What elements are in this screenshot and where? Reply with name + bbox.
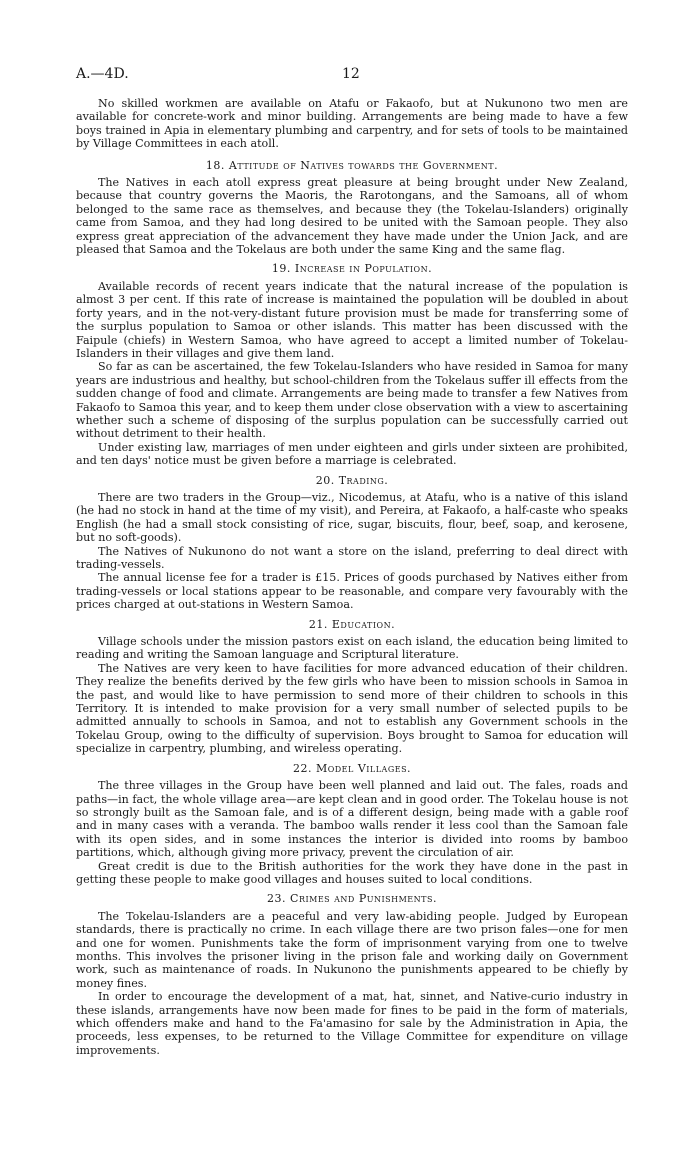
- paragraph: Under existing law, marriages of men under eighteen and girls under sixteen are prohibited, and ten days' notice must be given before a marriage is celebrated.: [76, 440, 628, 468]
- paragraph: The annual license fee for a trader is £15. Prices of goods purchased by Natives either from trading-vessels or local stations appear to be reasonable, and compare very favourably with the prices charged at out-stations in Western Samoa.: [76, 571, 628, 612]
- paragraph: The Tokelau-Islanders are a peaceful and very law-abiding people. Judged by European standards, there is practically no crime. In each village there are two prison fales—one for men and one for women. Punishments take the form of imprisonment varying from one to twelve months. This involves the prisoner living in the prison fale and working daily on Government work, such as maintenance of roads. In Nukunono the punishments appeared to be chiefly by money fines.: [76, 909, 628, 990]
- paragraph: The Natives in each atoll express great pleasure at being brought under New Zealand, because that country governs the Maoris, the Rarotongans, and the Samoans, all of whom belonged to the same race as themselves, and because they (the Tokelau-Islanders) originally came from Samoa, and they had long desired to be united with the Samoan people. They also express great appreciation of the advancement they have made under the Union Jack, and are pleased that Samoa and the Tokelaus are both under the same King and the same flag.: [76, 176, 628, 257]
- page-number: 12: [342, 66, 360, 82]
- document-body: [76, 97, 628, 1057]
- section-heading: 20. Trading.: [315, 473, 389, 487]
- section-heading: 23. Crimes and Punishments.: [267, 892, 437, 906]
- section-heading: 21. Education.: [308, 617, 396, 631]
- document-code: A.—4D.: [76, 66, 129, 82]
- section-heading: 22. Model Villages.: [292, 761, 412, 775]
- paragraph: The Natives are very keen to have facilities for more advanced education of their children. They realize the benefits derived by the few girls who have been to mission schools in Samoa in the past, and would like to have permission to send more of their children to schools in this Territory. It is intended to make provision for a very small number of selected pupils to be admitted annually to schools in Samoa, and not to establish any Government schools in the Tokelau Group, owing to the difficulty of supervision. Boys brought to Samoa for education will specialize in carpentry, plumbing, and wireless operating.: [76, 661, 628, 756]
- section-heading: 18. Attitude of Natives towards the Government.: [205, 158, 499, 172]
- paragraph: No skilled workmen are available on Atafu or Fakaofo, but at Nukunono two men are available for concrete-work and minor building. Arrangements are being made to have a few boys trained in Apia in elementary plumbing and carpentry, and for sets of tools to be maintained by Village Committees in each atoll.: [76, 97, 628, 151]
- paragraph: In order to encourage the development of a mat, hat, sinnet, and Native-curio industry in these islands, arrangements have now been made for fines to be paid in the form of materials, which offenders make and hand to the Fa'amasino for sale by the Administration in Apia, the proceeds, less expenses, to be returned to the Village Committee for expenditure on village improvements.: [76, 990, 628, 1057]
- paragraph: Village schools under the mission pastors exist on each island, the education being limited to reading and writing the Samoan language and Scriptural literature.: [76, 635, 628, 662]
- paragraph: Available records of recent years indicate that the natural increase of the population is almost 3 per cent. If this rate of increase is maintained the population will be doubled in about forty years, and in the not-very-distant future provision must be made for transferring some of the surplus population to Samoa or other islands. This matter has been discussed with the Faipule (chiefs) in Western Samoa, who have agreed to accept a limited number of Tokelau-Islanders in their villages and give them land.: [76, 279, 628, 360]
- paragraph: The Natives of Nukunono do not want a store on the island, preferring to deal direct with trading-vessels.: [76, 544, 628, 571]
- paragraph: So far as can be ascertained, the few Tokelau-Islanders who have resided in Samoa for many years are industrious and healthy, but school-children from the Tokelaus suffer ill effects from the sudden change of food and climate. Arrangements are being made to transfer a few Natives from Fakaofo to Samoa this year, and to keep them under close observation with a view to ascertaining whether such a scheme of disposing of the surplus population can be successfully carried out without detriment to their health.: [76, 360, 628, 441]
- paragraph: There are two traders in the Group—viz., Nicodemus, at Atafu, who is a native of this island (he had no stock in hand at the time of my visit), and Pereira, at Fakaofo, a half-caste who speaks English (he had a small stock consisting of rice, sugar, biscuits, flour, beef, soap, and kerosene, but no soft-goods).: [76, 490, 628, 545]
- paragraph: Great credit is due to the British authorities for the work they have done in the past in getting these people to make good villages and houses suited to local conditions.: [76, 859, 628, 886]
- page-header: [76, 66, 628, 86]
- paragraph: The three villages in the Group have been well planned and laid out. The fales, roads and paths—in fact, the whole village area—are kept clean and in good order. The Tokelau house is not so strongly built as the Samoan fale, and is of a different design, being made with a gable roof and in many cases with a veranda. The bamboo walls render it less cool than the Samoan fale with its open sides, and in some instances the interior is divided into rooms by bamboo partitions, which, although giving more privacy, prevent the circulation of air.: [76, 779, 628, 860]
- section-heading: 19. Increase in Population.: [271, 262, 433, 276]
